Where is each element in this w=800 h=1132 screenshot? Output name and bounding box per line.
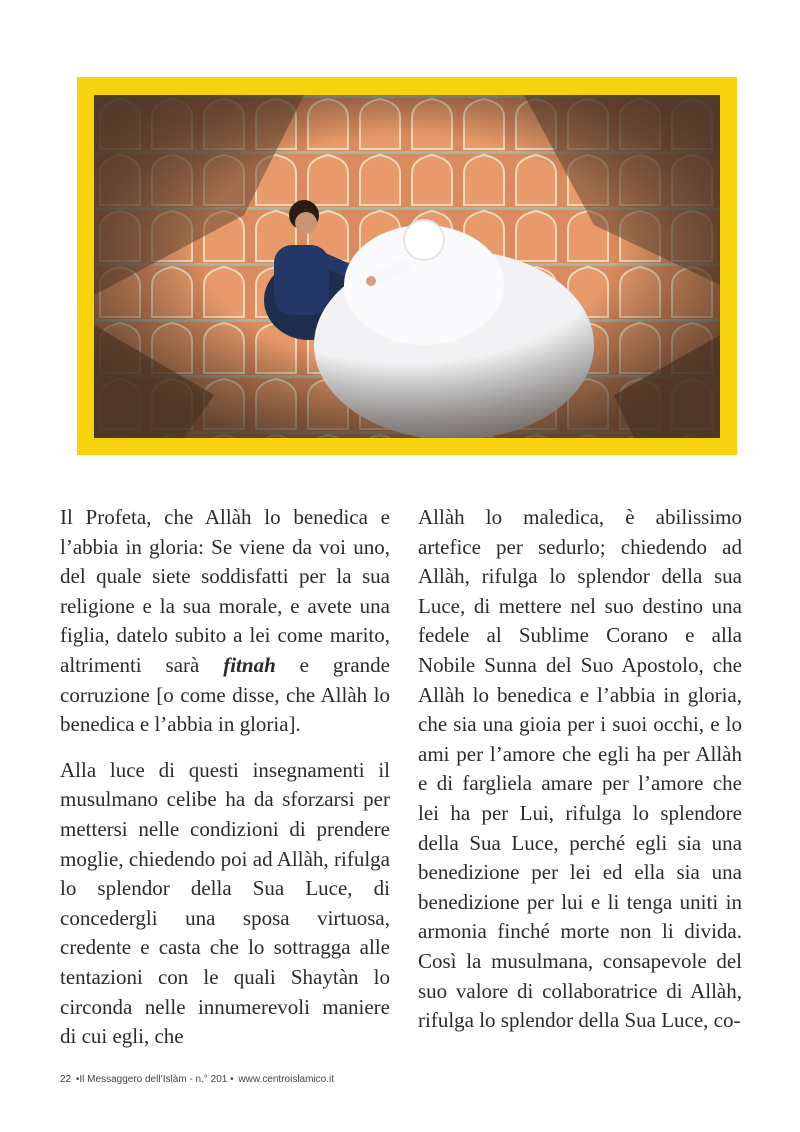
paragraph: Allàh lo maledica, è abilissimo artefice per sedurlo; chiedendo ad Allàh, rifulga lo splendor della sua Luce, di mettere nel suo destino una fedele al Sublime Corano e alla Nobile Sunna del Suo Apostolo, che Allàh lo benedica e l’abbia in gloria, che sia una gioia per i suoi occhi, e lo ami per l’amore che egli ha per Allàh e di fargliela amare per l’amore che lei ha per Lui, rifulga lo splendore della Sua Luce, perché egli sia una benedizione per lei ed ella sia una benedizione per lui e li tenga uniti in armonia finché morte non li divida. Così la musulmana, consapevole del suo valore di collaboratrice di Allàh, rifulga lo splendor della Sua Luce, co- — [418, 505, 742, 1033]
paragraph-text: Il Profeta, che Allàh lo benedica e l’abbia in gloria: Se viene da voi uno, del quale siete soddisfatti per la sua religione e la sua morale, e avete una figlia, datelo subito a lei come marito, altrimenti sarà — [60, 505, 390, 677]
page-footer — [60, 1074, 336, 1085]
paragraph — [60, 503, 390, 740]
paragraph: Alla luce di questi insegnamenti il musulmano celibe ha da sforzarsi per mettersi nelle condizioni di prendere moglie, chiedendo poi ad Allàh, rifulga lo splendor della Sua Luce, di concedergli una sposa virtuosa, credente e casta che lo sottragga alle tentazioni con le quali Shaytàn lo circonda nelle innumerevoli maniere di cui egli, che — [60, 757, 390, 1049]
article-column-left — [60, 503, 390, 1068]
wedding-photo — [94, 95, 720, 438]
photo-frame — [77, 77, 737, 455]
page-number: 22 — [60, 1074, 72, 1085]
website-link[interactable]: www.centroislamico.it — [238, 1074, 335, 1085]
article-column-right — [418, 503, 742, 1052]
magazine-issue: •Il Messaggero dell’Islàm - n.° 201 • — [75, 1074, 234, 1085]
paragraph-text: e grande corruzione [o come disse, che Allàh lo benedica e l’abbia in gloria]. — [60, 652, 390, 737]
wedding-couple-illustration — [94, 95, 720, 438]
emphasis-fitnah: fitnah — [223, 652, 276, 677]
